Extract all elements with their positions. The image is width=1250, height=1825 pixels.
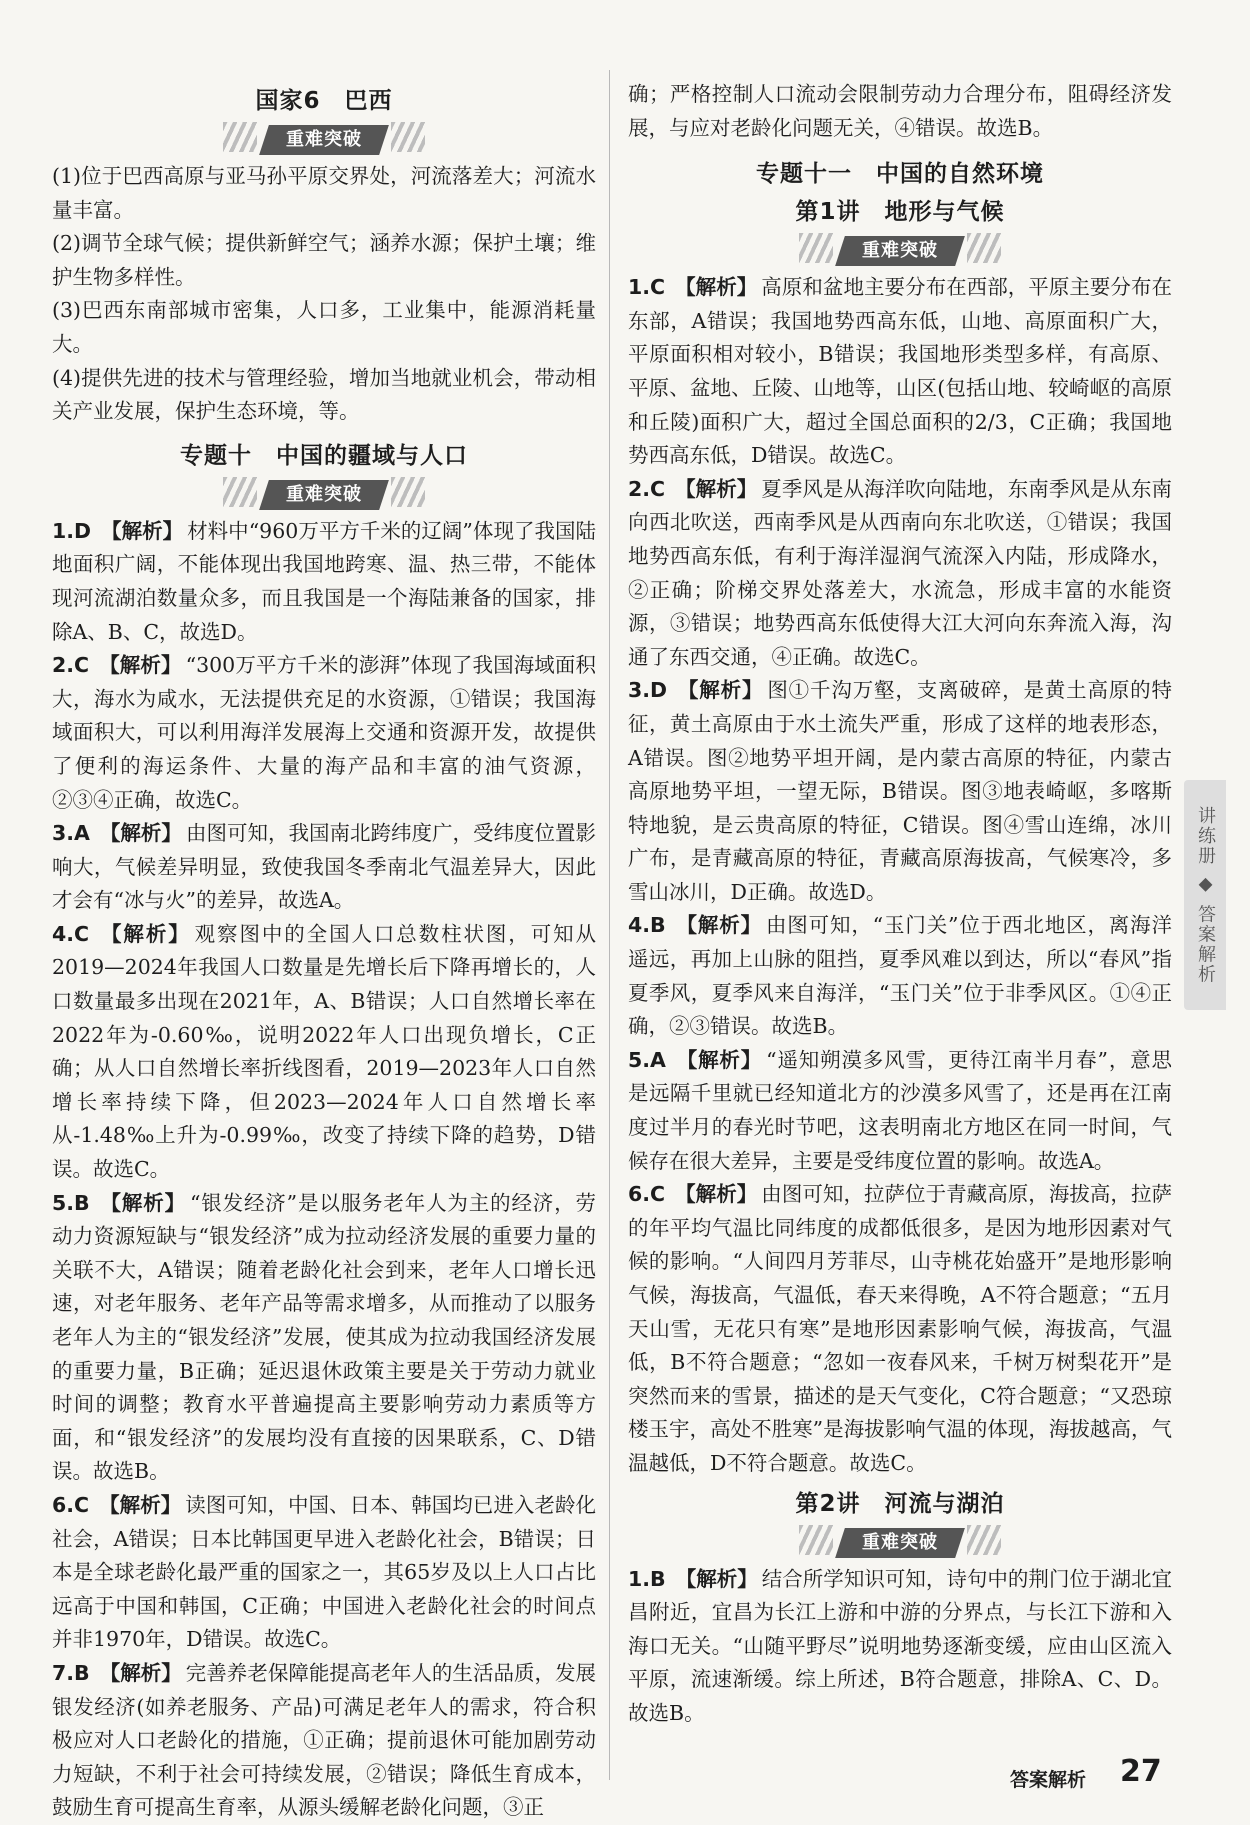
answer-item: 7.B 【解析】 完善养老保障能提高老年人的生活品质，发展银发经济(如养老服务、产品)可满足老年人的需求，符合积极应对人口老龄化的措施，①正确；提前退休可能加剧劳动力短缺，不利于社会可持续发展，②错误；降低生育成本，鼓励生育可提高生育率，从源头缓解老龄化问题，③正 <box>52 1660 597 1820</box>
footer-label: 答案解析 <box>1010 1769 1087 1791</box>
brazil-banner <box>52 122 596 152</box>
answer-item: 1.C 【解析】 高原和盆地主要分布在西部，平原主要分布在东部，A错误；我国地势西高东低，山地、高原面积广大，平原面积相对较小，B错误；我国地形类型多样，有高原、平原、盆地、丘陵、山地等，山区(包括山地、较崎岖的高原和丘陵)面积广大，超过全国总面积的2/3，C正确；我国地势西高东低，D错误。故选C。 <box>628 275 1173 468</box>
brazil-item: (4)提供先进的技术与管理经验，增加当地就业机会，带动相关产业发展，保护生态环境，等。 <box>52 365 596 424</box>
banner-stripes-right <box>391 122 425 152</box>
brazil-item: (2)调节全球气候；提供新鲜空气；涵养水源；保护土壤；维护生物多样性。 <box>52 231 596 289</box>
side-tab: 讲练册 ◆ 答案解析 <box>1184 780 1226 1010</box>
answer-item: 6.C 【解析】 读图可知，中国、日本、韩国均已进入老龄化社会，A错误；日本比韩国更早进入老龄化社会，B错误；日本是全球老龄化最严重的国家之一，其65岁及以上人口占比远高于中国和韩国，C正确；中国进入老龄化社会的时间点并非1970年，D错误。故选C。 <box>52 1492 597 1652</box>
banner-label: 重难突破 <box>862 240 938 262</box>
answer-item: 2.C 【解析】 “300万平方千米的澎湃”体现了我国海域面积大，海水为咸水，无法提供充足的水资源，①错误；我国海域面积大，可以利用海洋发展海上交通和资源开发，故提供了便利的海运条件、大量的海产品和丰富的油气资源，②③④正确，故选C。 <box>52 653 596 812</box>
page-number: 27 <box>1120 1754 1162 1789</box>
continuation-text: 确；严格控制人口流动会限制劳动力合理分布，阻碍经济发展，与应对老龄化问题无关，④错误。故选B。 <box>628 82 1172 140</box>
brazil-title: 国家6 巴西 <box>255 88 393 114</box>
topic11-title: 专题十一 中国的自然环境 <box>756 161 1044 188</box>
answer-item: 5.B 【解析】 “银发经济”是以服务老年人为主的经济，劳动力资源短缺与“银发经济”成为拉动经济发展的重要力量的关联不大，A错误；随着老龄化社会到来，老年人口增长迅速，对老年服务、老年产品等需求增多，从而推动了以服务老年人为主的“银发经济”发展，使其成为拉动我国经济发展的重要力量，B正确；延迟退休政策主要是关于劳动力就业时间的调整；教育水平普遍提高主要影响劳动力素质等方面，和“银发经济”的发展均没有直接的因果联系，C、D错误。故选B。 <box>52 1190 597 1484</box>
answer-item: 5.A 【解析】 “遥知朔漠多风雪，更待江南半月春”，意思是远隔千里就已经知道北方的沙漠多风雪了，还是再在江南度过半月的春光时节吧，这表明南北方地区在同一时间，气候存在很大差异，主要是受纬度位置的影响。故选A。 <box>628 1047 1173 1173</box>
topic10-banner <box>52 477 596 507</box>
answer-item: 3.A 【解析】 由图可知，我国南北跨纬度广，受纬度位置影响大，气候差异明显，致使我国冬季南北气温差异大，因此才会有“冰与火”的差异，故选A。 <box>52 821 597 913</box>
brazil-item: (1)位于巴西高原与亚马孙平原交界处，河流落差大；河流水量丰富。 <box>52 164 596 222</box>
answer-item: 4.B 【解析】 由图可知，“玉门关”位于西北地区，离海洋遥远，再加上山脉的阻挡，夏季风难以到达，所以“春风”指夏季风，夏季风来自海洋，“玉门关”位于非季风区。①④正确，②③错误。故选B。 <box>628 913 1173 1039</box>
answer-item: 4.C 【解析】 观察图中的全国人口总数柱状图，可知从2019—2024年我国人口数量是先增长后下降再增长的，人口数量最多出现在2021年，A、B错误；人口自然增长率在2022年为-0.60‰，说明2022年人口出现负增长，C正确；从人口自然增长率折线图看，2019—2023年人口自然增长率持续下降，但2023—2024年人口自然增长率从-1.48‰上升为-0.99‰，改变了持续下降的趋势，D错误。故选C。 <box>52 921 597 1182</box>
answer-item: 3.D 【解析】 图①千沟万壑，支离破碎，是黄土高原的特征，黄土高原由于水土流失严重，形成了这样的地表形态，A错误。图②地势平坦开阔，是内蒙古高原的特征，内蒙古高原地势平坦，一望无际，B错误。图③地表崎岖，多喀斯特地貌，是云贵高原的特征，C错误。图④雪山连绵，冰川广布，是青藏高原的特征，青藏高原海拔高，气候寒冷，多雪山冰川，D正确。故选D。 <box>628 678 1173 904</box>
answer-item: 1.B 【解析】 结合所学知识可知，诗句中的荆门位于湖北宜昌附近，宜昌为长江上游和中游的分界点，与长江下游和入海口无关。“山随平野尽”说明地势逐渐变缓，应由山区流入平原，流速渐缓。综上所述，B符合题意，排除A、C、D。故选B。 <box>628 1566 1173 1725</box>
brazil-item: (3)巴西东南部城市密集，人口多，工业集中，能源消耗量大。 <box>52 298 596 356</box>
banner-label: 重难突破 <box>286 129 362 150</box>
left-column <box>52 78 596 1825</box>
answer-item: 2.C 【解析】 夏季风是从海洋吹向陆地，东南季风是从东南向西北吹送，西南季风是从西南向东北吹送，①错误；我国地势西高东低，有利于海洋湿润气流深入内陆，形成降水，②正确；阶梯交界处落差大，水流急，形成丰富的水能资源，③错误；地势西高东低使得大江大河向东奔流入海，沟通了东西交通，④正确。故选C。 <box>628 476 1173 669</box>
lecture2-title: 第2讲 河流与湖泊 <box>795 1490 1005 1517</box>
banner-label: 重难突破 <box>862 1531 938 1553</box>
topic10-title: 专题十 中国的疆域与人口 <box>180 442 468 469</box>
answer-item: 6.C 【解析】 由图可知，拉萨位于青藏高原，海拔高，拉萨的年平均气温比同纬度的成都低很多，是因为地形因素对气候的影响。“人间四月芳菲尽，山寺桃花始盛开”是地形影响气候，海拔高，气温低，春天来得晚，A不符合题意；“五月天山雪，无花只有寒”是地形因素影响气候，海拔高，气温低，B不符合题意；“忽如一夜春风来，千树万树梨花开”是突然而来的雪景，描述的是天气变化，C符合题意；“又恐琼楼玉宇，高处不胜寒”是海拔影响气温的体现，海拔越高，气温越低，D不符合题意。故选C。 <box>628 1182 1173 1475</box>
answer-item: 1.D 【解析】 材料中“960万平方千米的辽阔”体现了我国陆地面积广阔，不能体现出我国地跨寒、温、热三带，不能体现河流湖泊数量众多，而且我国是一个海陆兼备的国家，排除A、B、C，故选D。 <box>52 518 597 644</box>
right-column <box>628 78 1172 1731</box>
lecture2-banner <box>628 1525 1172 1555</box>
lecture1-banner <box>628 233 1172 263</box>
banner-label: 重难突破 <box>286 483 362 505</box>
lecture1-title: 第1讲 地形与气候 <box>795 199 1005 226</box>
column-divider <box>609 70 610 1780</box>
banner-stripes-left <box>223 122 257 152</box>
